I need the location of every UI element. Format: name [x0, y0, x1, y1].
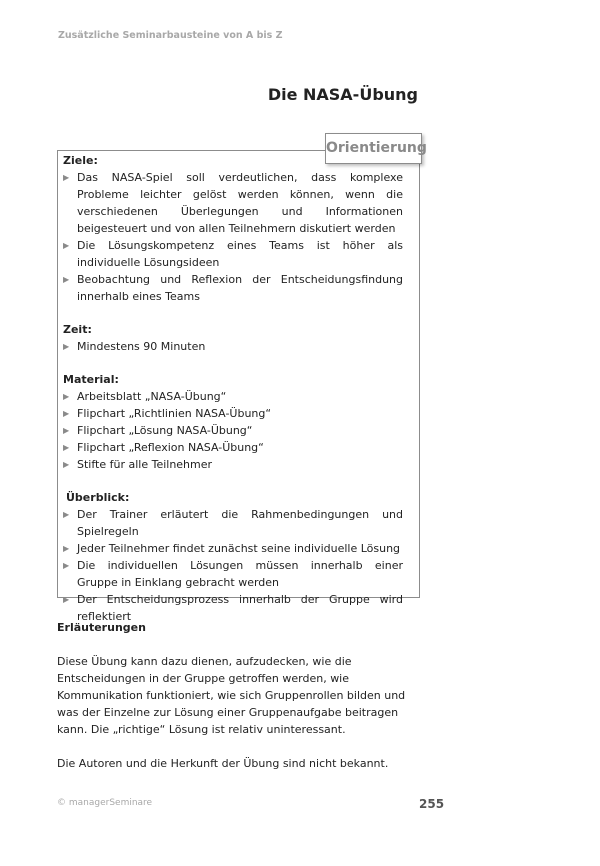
- list-item: ▶ Der Trainer erläutert die Rahmenbedingungen und Spielregeln: [63, 506, 403, 540]
- authors-note: Die Autoren und die Herkunft der Übung sind nicht bekannt.: [57, 757, 389, 770]
- section-time: [63, 321, 403, 355]
- list-item: ▶ Das NASA-Spiel soll verdeutlichen, dass komplexe Probleme leichter gelöst werden können, wenn die verschiedenen Überlegungen und Informationen beigesteuert und von allen Teilnehmern diskutiert werden: [63, 169, 403, 237]
- list-item: ▶ Die individuellen Lösungen müssen innerhalb einer Gruppe in Einklang gebracht werden: [63, 557, 403, 591]
- overview-heading: Überblick:: [66, 491, 130, 504]
- explanation-paragraph: Diese Übung kann dazu dienen, aufzudecken, wie die Entscheidungen in der Gruppe getroffen werden, wie Kommunikation funktioniert, wie sich Gruppenrollen bilden und was der Einzelne zur Lösung einer Gruppenaufgabe beitragen kann. Die „richtige“ Lösung ist relativ uninteressant.: [57, 655, 406, 736]
- goals-heading: Ziele:: [63, 154, 98, 167]
- page-title: Die NASA-Übung: [267, 85, 418, 104]
- explanation-section: [57, 619, 423, 772]
- section-material: [63, 371, 403, 473]
- material-list: [63, 388, 403, 473]
- orientation-box-content: [63, 152, 403, 625]
- time-list: [63, 338, 403, 355]
- time-heading: Zeit:: [63, 323, 92, 336]
- list-item: ▶ Flipchart „Richtlinien NASA-Übung“: [63, 405, 403, 422]
- running-header: Zusätzliche Seminarbausteine von A bis Z: [58, 30, 283, 41]
- page-number: 255: [419, 797, 445, 811]
- explanation-heading: Erläuterungen: [57, 621, 146, 634]
- list-item: ▶ Flipchart „Lösung NASA-Übung“: [63, 422, 403, 439]
- list-item: ▶ Beobachtung und Reflexion der Entscheidungsfindung innerhalb eines Teams: [63, 271, 403, 305]
- orientation-box: [57, 150, 420, 623]
- goals-list: [63, 169, 403, 305]
- copyright-notice: © managerSeminare: [57, 798, 153, 808]
- list-item: ▶ Arbeitsblatt „NASA-Übung“: [63, 388, 403, 405]
- list-item: ▶ Stifte für alle Teilnehmer: [63, 456, 403, 473]
- list-item: ▶ Die Lösungskompetenz eines Teams ist höher als individuelle Lösungsideen: [63, 237, 403, 271]
- list-item: ▶ Mindestens 90 Minuten: [63, 338, 403, 355]
- orientation-tag: Orientierung: [325, 133, 422, 164]
- list-item: ▶ Flipchart „Reflexion NASA-Übung“: [63, 439, 403, 456]
- material-heading: Material:: [63, 373, 119, 386]
- section-overview: [63, 489, 403, 625]
- section-goals: [63, 152, 403, 305]
- list-item: ▶ Jeder Teilnehmer findet zunächst seine individuelle Lösung: [63, 540, 403, 557]
- list-item: ▶ Der Entscheidungsprozess innerhalb der Gruppe wird reflektiert: [63, 591, 403, 625]
- overview-list: [63, 506, 403, 625]
